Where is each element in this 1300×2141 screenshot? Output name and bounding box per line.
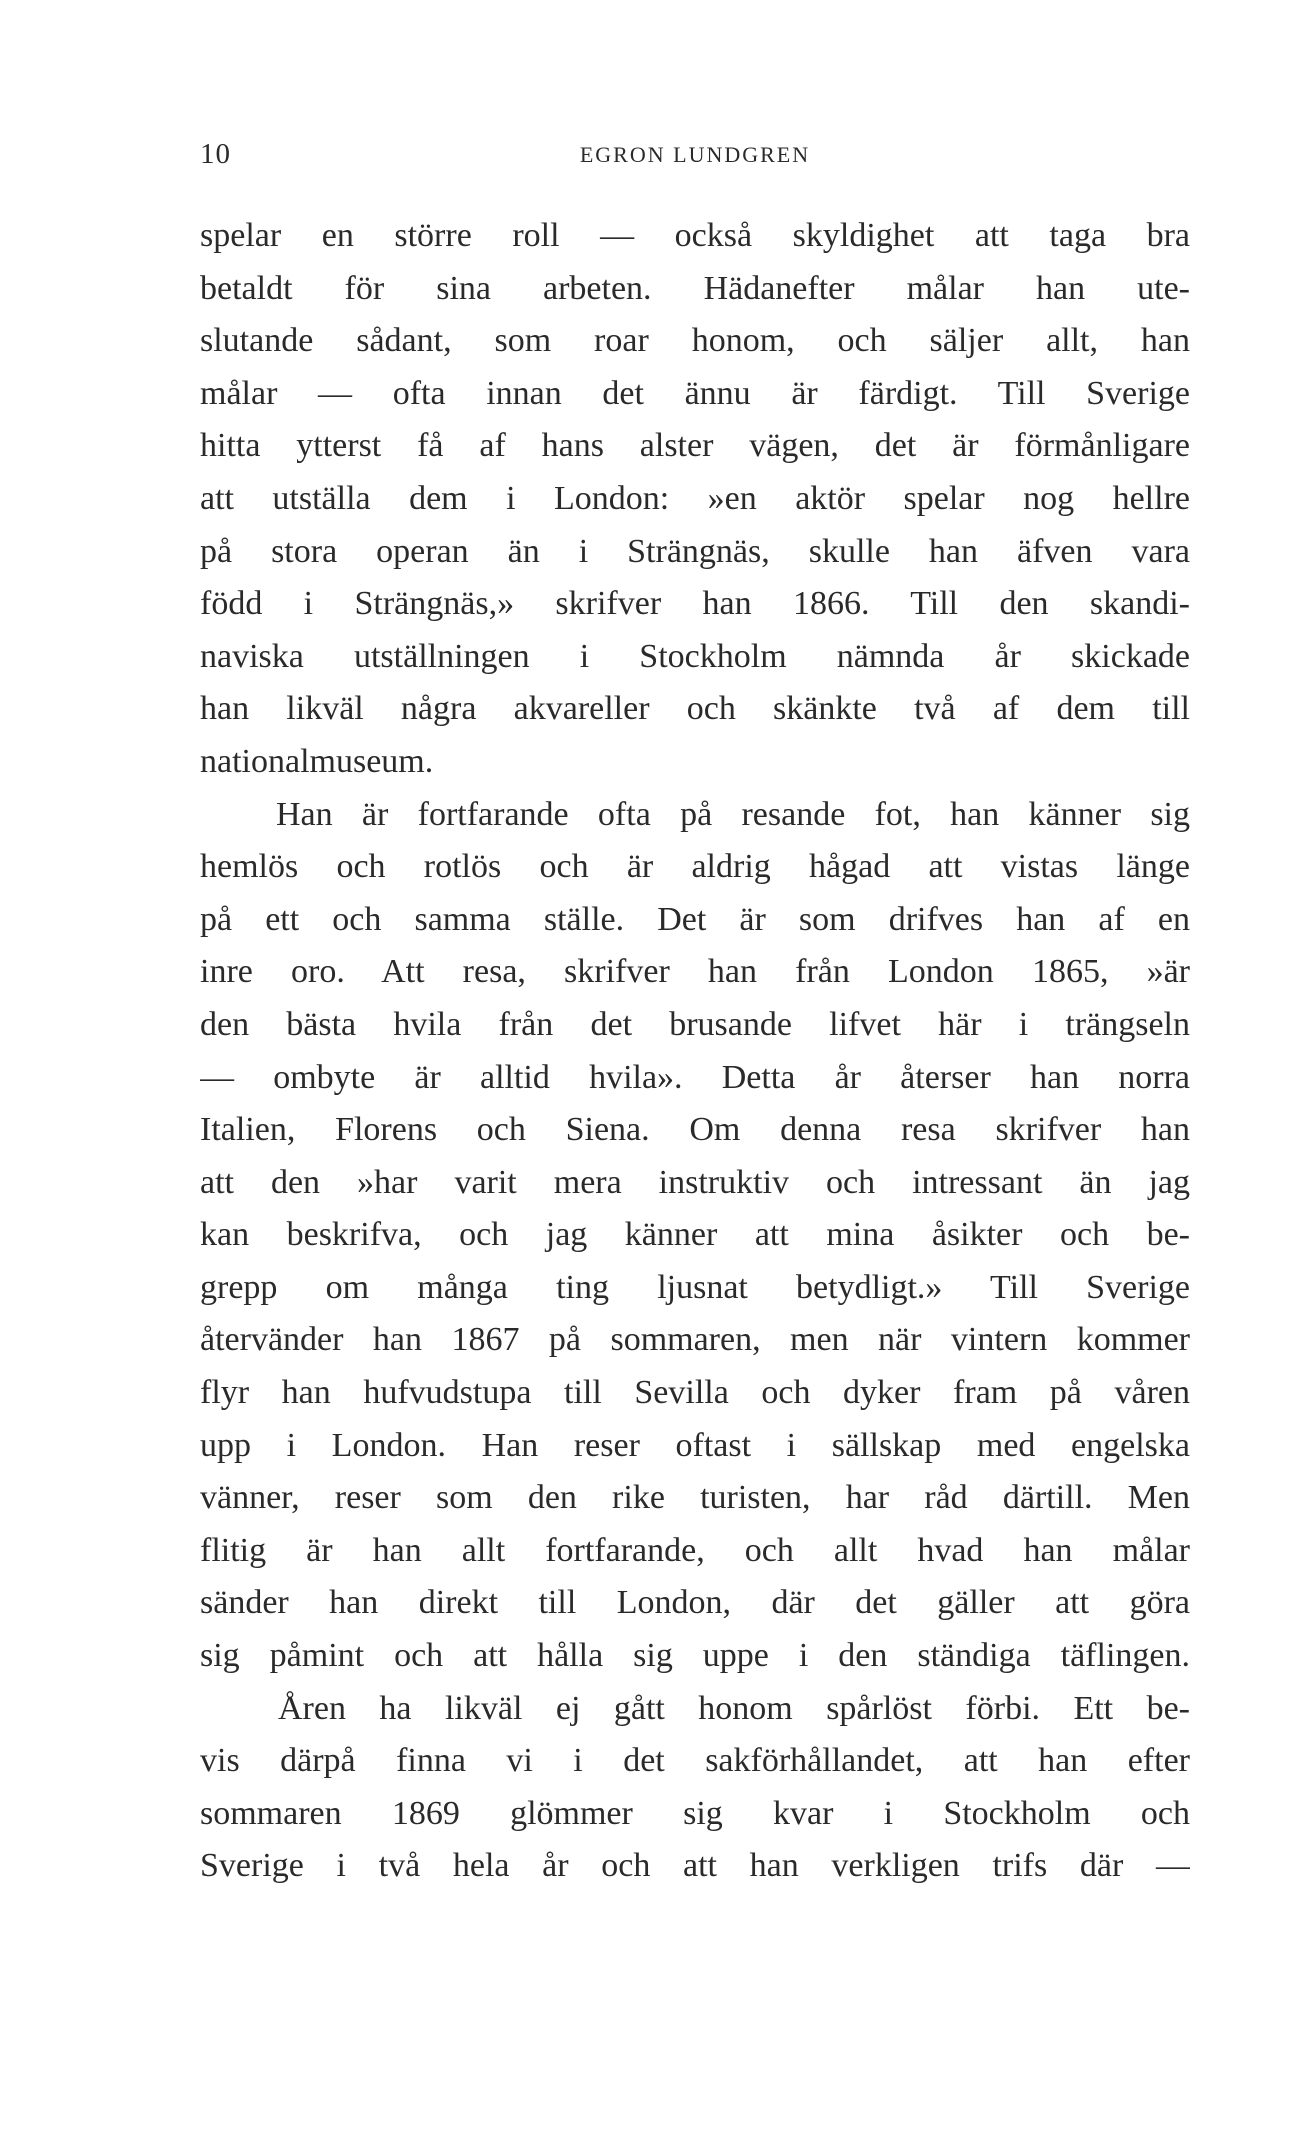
text-line: betaldt för sina arbeten. Hädanefter målar han ute- [200,269,1190,307]
text-line: hemlös och rotlös och är aldrig hågad att vistas länge [200,848,1190,886]
text-line: hitta ytterst få af hans alster vägen, det är förmånligare [200,427,1190,465]
text-line: flitig är han allt fortfarande, och allt hvad han målar [200,1531,1190,1569]
text-line: den bästa hvila från det brusande lifvet här i trängseln [200,1005,1190,1043]
text-line: kan beskrifva, och jag känner att mina åsikter och be- [200,1216,1190,1254]
text-line: — ombyte är alltid hvila». Detta år återser han norra [200,1058,1190,1096]
text-line: slutande sådant, som roar honom, och säljer allt, han [200,322,1190,360]
text-line: på ett och samma ställe. Det är som drifves han af en [200,900,1190,938]
running-title: EGRON LUNDGREN [579,142,811,167]
text-line: upp i London. Han reser oftast i sällskap med engelska [200,1426,1190,1464]
running-head [200,138,1190,178]
text-line: flyr han hufvudstupa till Sevilla och dyker fram på våren [200,1374,1190,1412]
text-line: sig påmint och att hålla sig uppe i den ständiga täflingen. [200,1637,1190,1675]
text-line: nationalmuseum. [200,742,434,780]
text-line: Italien, Florens och Siena. Om denna resa skrifver han [200,1111,1190,1149]
text-line: sänder han direkt till London, där det gäller att göra [200,1584,1190,1622]
text-line: han likväl några akvareller och skänkte två af dem till [200,690,1190,728]
text-line: inre oro. Att resa, skrifver han från London 1865, »är [200,953,1190,991]
text-line: målar — ofta innan det ännu är färdigt. Till Sverige [200,374,1190,412]
text-line: sommaren 1869 glömmer sig kvar i Stockholm och [200,1794,1190,1832]
text-line: vis därpå finna vi i det sakförhållandet, att han efter [200,1742,1190,1780]
text-line: att den »har varit mera instruktiv och intressant än jag [200,1163,1190,1201]
text-line: grepp om många ting ljusnat betydligt.» Till Sverige [200,1268,1190,1306]
text-line: återvänder han 1867 på sommaren, men när vintern kommer [200,1321,1190,1359]
text-line: naviska utställningen i Stockholm nämnda år skickade [200,637,1190,675]
text-line: född i Strängnäs,» skrifver han 1866. Till den skandi- [200,585,1190,623]
text-line: vänner, reser som den rike turisten, har råd därtill. Men [200,1479,1190,1517]
body-text [200,210,1190,1893]
page-number: 10 [200,138,231,170]
text-line: Han är fortfarande ofta på resande fot, han känner sig [276,795,1190,833]
text-line: att utställa dem i London: »en aktör spelar nog hellre [200,479,1190,517]
text-line: Sverige i två hela år och att han verkligen trifs där — [200,1847,1190,1885]
text-line: spelar en större roll — också skyldighet att taga bra [200,217,1190,254]
text-line: Åren ha likväl ej gått honom spårlöst förbi. Ett be- [278,1689,1190,1727]
text-line: på stora operan än i Strängnäs, skulle han äfven vara [200,532,1190,570]
